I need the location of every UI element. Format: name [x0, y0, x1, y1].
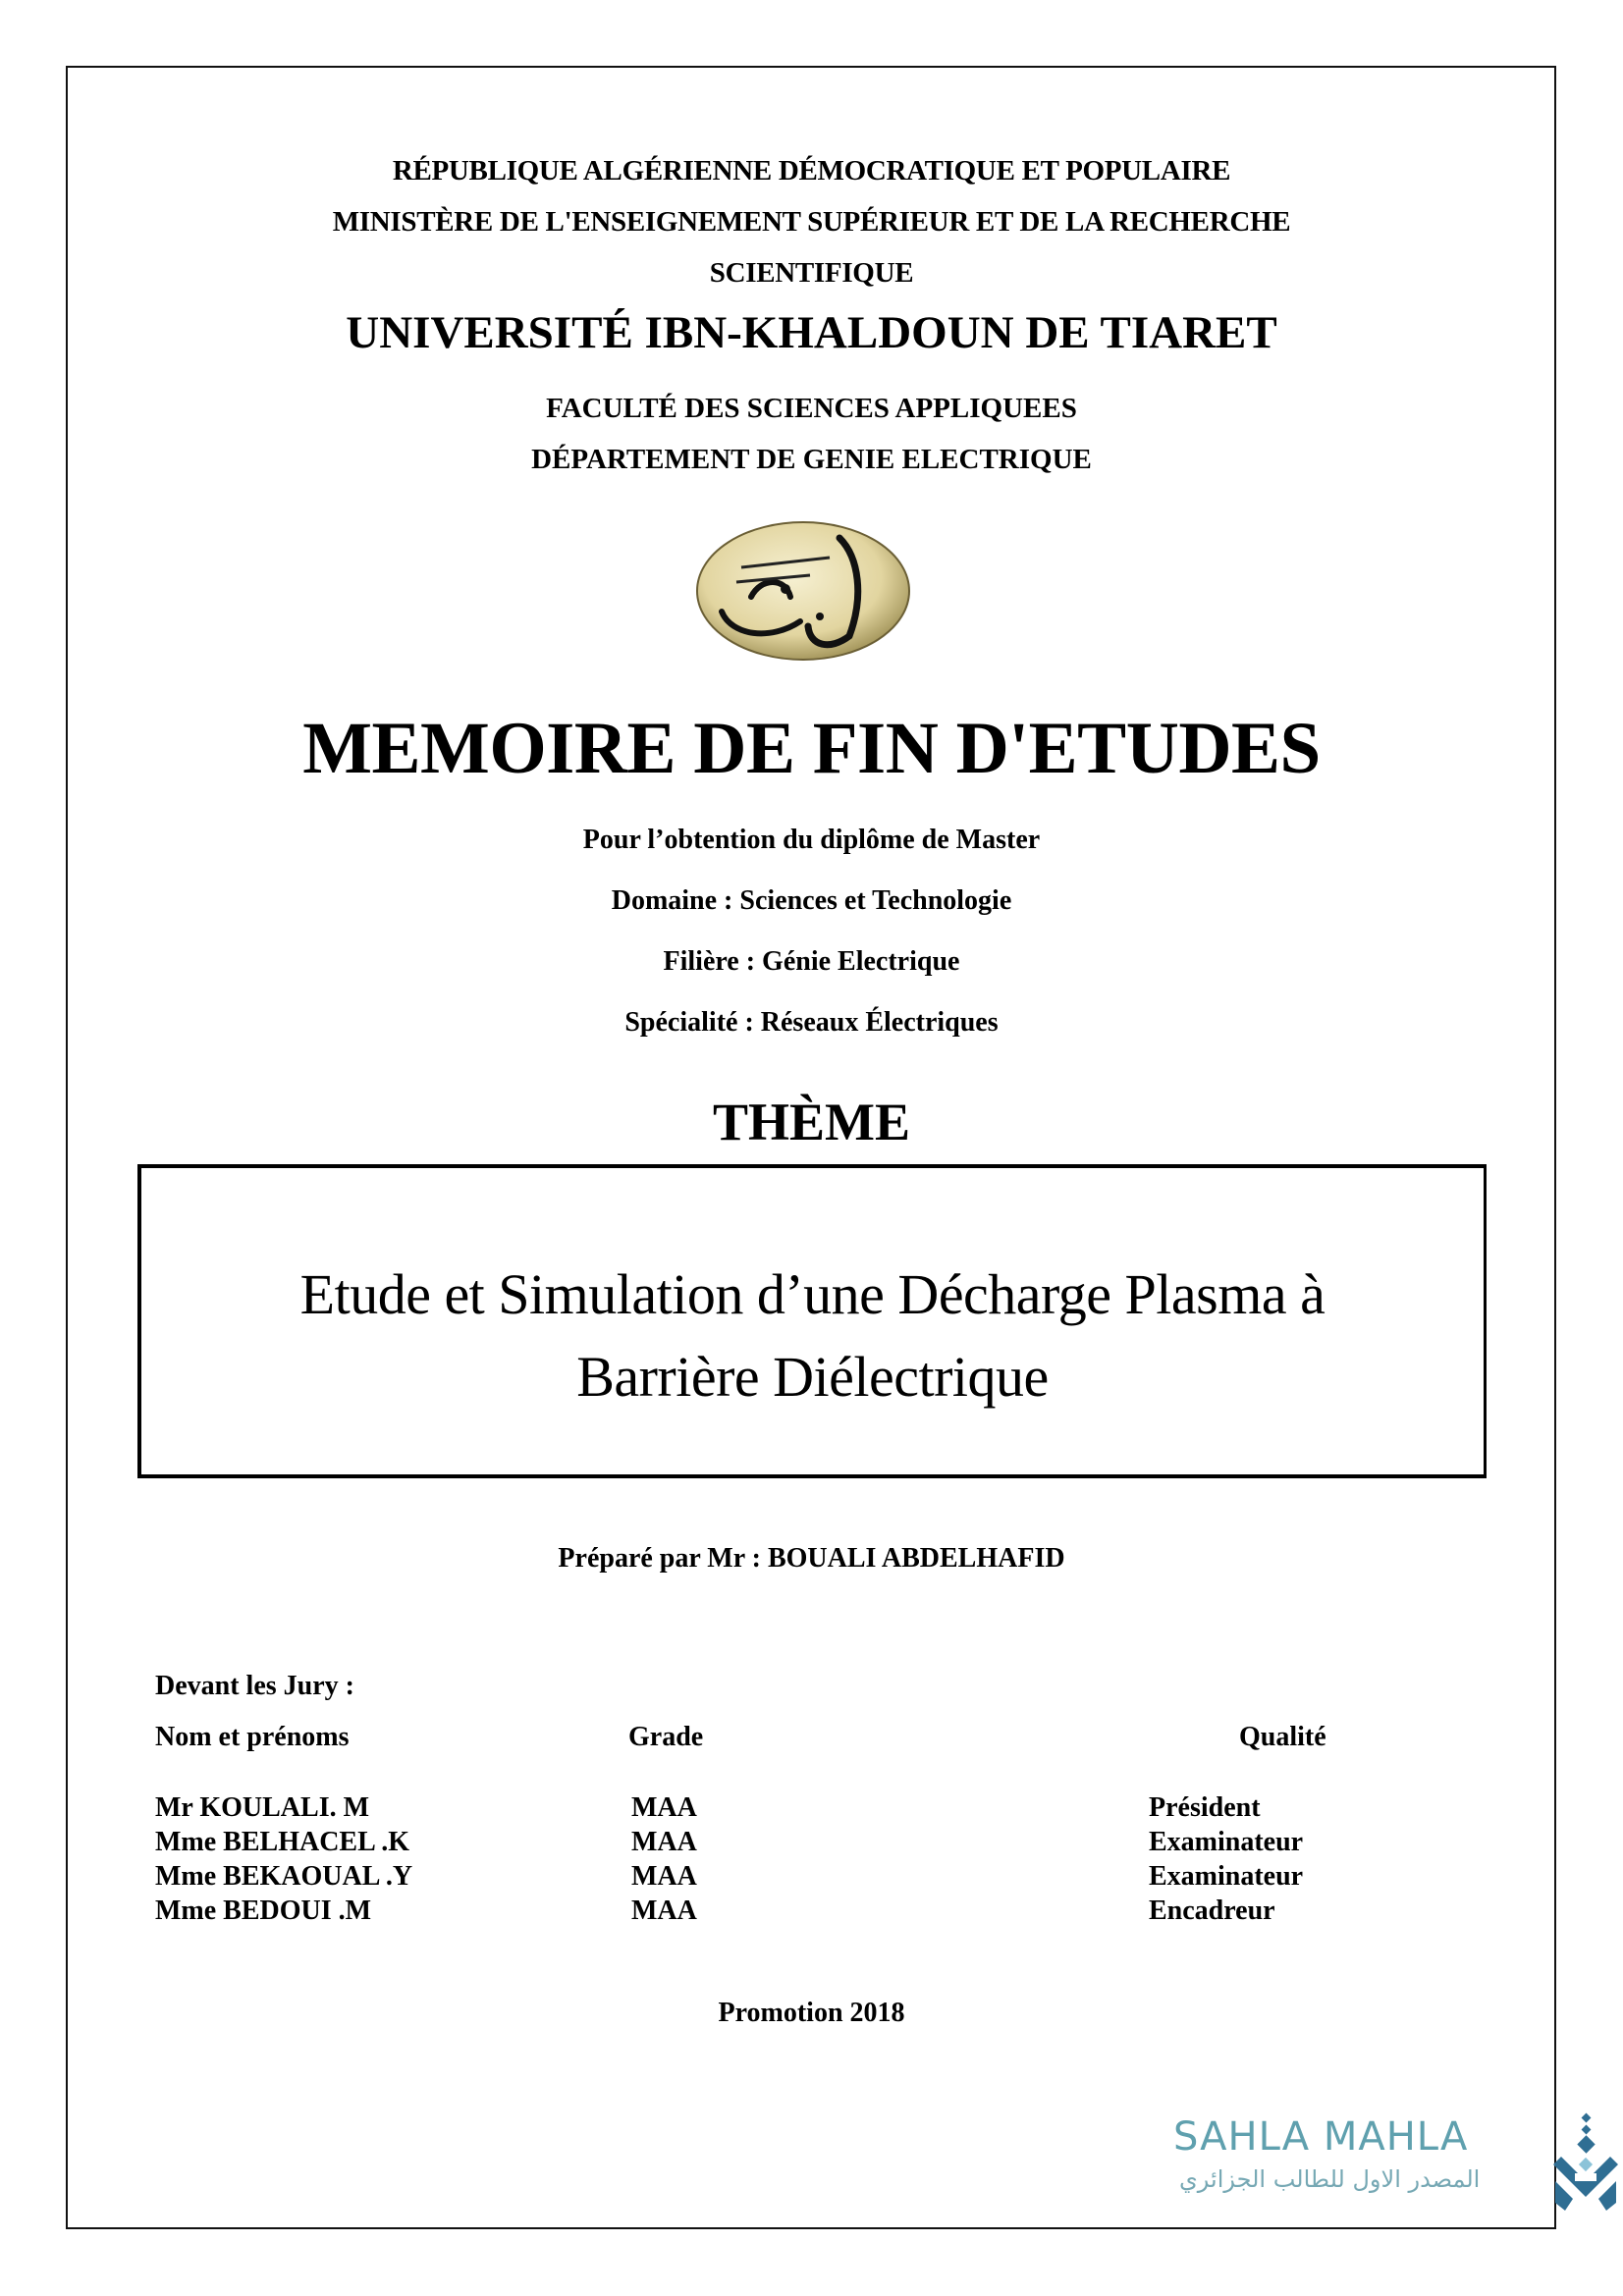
faculty-name: FACULTÉ DES SCIENCES APPLIQUEES	[546, 393, 1077, 424]
theme-title-box	[137, 1164, 1487, 1478]
sahla-mahla-emblem-icon	[1553, 2112, 1622, 2220]
jury-heading: Devant les Jury :	[155, 1671, 354, 1701]
watermark-tagline: المصدر الاول للطالب الجزائري	[1179, 2165, 1481, 2193]
jury-member-grade: MAA	[631, 1861, 697, 1892]
thesis-title	[141, 1254, 1484, 1418]
thesis-title-line-1: Etude et Simulation d’une Décharge Plasma à	[299, 1262, 1325, 1326]
jury-member-name: Mme BEDOUI .M	[155, 1896, 372, 1926]
promotion-year: Promotion 2018	[718, 1998, 905, 2028]
jury-member-name: Mr KOULALI. M	[155, 1792, 370, 1823]
jury-column-name: Nom et prénoms	[155, 1722, 350, 1752]
document-type-title: MEMOIRE DE FIN D'ETUDES	[302, 708, 1321, 789]
jury-member-role: Examinateur	[1149, 1827, 1304, 1857]
jury-column-grade: Grade	[628, 1722, 704, 1752]
jury-member-name: Mme BEKAOUAL .Y	[155, 1861, 413, 1892]
university-seal-icon	[692, 518, 914, 664]
jury-member-grade: MAA	[631, 1896, 697, 1926]
field-line: Filière : Génie Electrique	[663, 946, 960, 977]
jury-member-role: Président	[1149, 1792, 1261, 1823]
jury-column-role: Qualité	[1239, 1722, 1326, 1752]
watermark-brand: SAHLA MAHLA	[1173, 2114, 1469, 2160]
jury-member-grade: MAA	[631, 1827, 697, 1857]
thesis-title-line-2: Barrière Diélectrique	[576, 1345, 1049, 1409]
jury-member-role: Examinateur	[1149, 1861, 1304, 1892]
university-name: UNIVERSITÉ IBN-KHALDOUN DE TIARET	[346, 307, 1277, 358]
republic-line: RÉPUBLIQUE ALGÉRIENNE DÉMOCRATIQUE ET POPULAIRE	[392, 155, 1231, 187]
ministry-line: MINISTÈRE DE L'ENSEIGNEMENT SUPÉRIEUR ET DE LA RECHERCHE	[332, 206, 1291, 238]
jury-member-grade: MAA	[631, 1792, 697, 1823]
domain-line: Domaine : Sciences et Technologie	[611, 885, 1012, 916]
specialty-line: Spécialité : Réseaux Électriques	[624, 1007, 999, 1038]
prepared-by: Préparé par Mr : BOUALI ABDELHAFID	[558, 1543, 1065, 1574]
ministry-line-2: SCIENTIFIQUE	[709, 257, 914, 289]
degree-purpose: Pour l’obtention du diplôme de Master	[582, 825, 1041, 855]
theme-label: THÈME	[712, 1093, 911, 1151]
jury-member-name: Mme BELHACEL .K	[155, 1827, 410, 1857]
department-name: DÉPARTEMENT DE GENIE ELECTRIQUE	[531, 444, 1092, 475]
jury-member-role: Encadreur	[1149, 1896, 1275, 1926]
